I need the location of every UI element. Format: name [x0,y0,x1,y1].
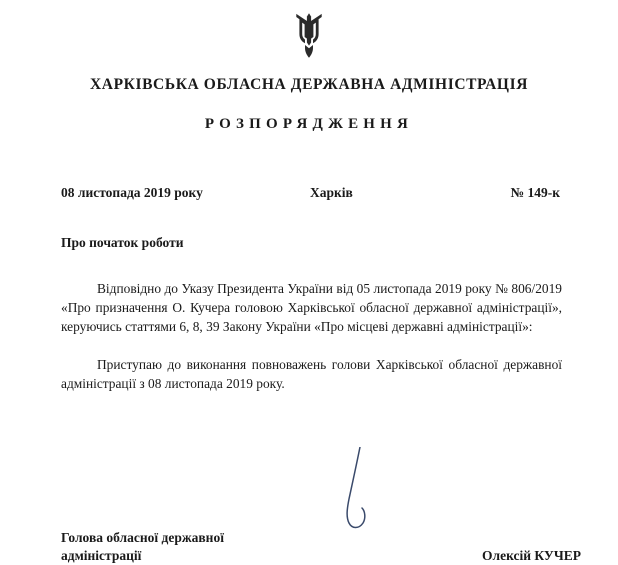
ukraine-trident-emblem [292,12,326,60]
document-body [61,279,562,393]
document-date: 08 листопада 2019 року [61,185,203,200]
document-type-heading: РОЗПОРЯДЖЕННЯ [204,116,414,132]
document-number: № 149-к [510,185,560,200]
body-paragraph-2: Приступаю до виконання повноважень голови Харківської обласної державної адміністрації з 08 листопада 2019 року. [61,357,562,392]
document-subject: Про початок роботи [61,235,184,250]
handwritten-signature [322,447,392,537]
document-city: Харків [310,185,353,200]
signatory-name: Олексій КУЧЕР [482,548,581,563]
body-paragraph-1: Відповідно до Указу Президента України від 05 листопада 2019 року № 806/2019 «Про призначення О. Кучера головою Харківської обласної державної адміністрації», керуючись статтями 6, 8, 39 Закону України «Про місцеві державні адміністрації»: [61,281,562,335]
document-meta-row [28,185,590,205]
signatory-position: Голова обласної державної адміністрації [61,530,224,564]
organization-title: ХАРКІВСЬКА ОБЛАСНА ДЕРЖАВНА АДМІНІСТРАЦІЯ [89,76,529,93]
emblem-container [28,0,590,60]
